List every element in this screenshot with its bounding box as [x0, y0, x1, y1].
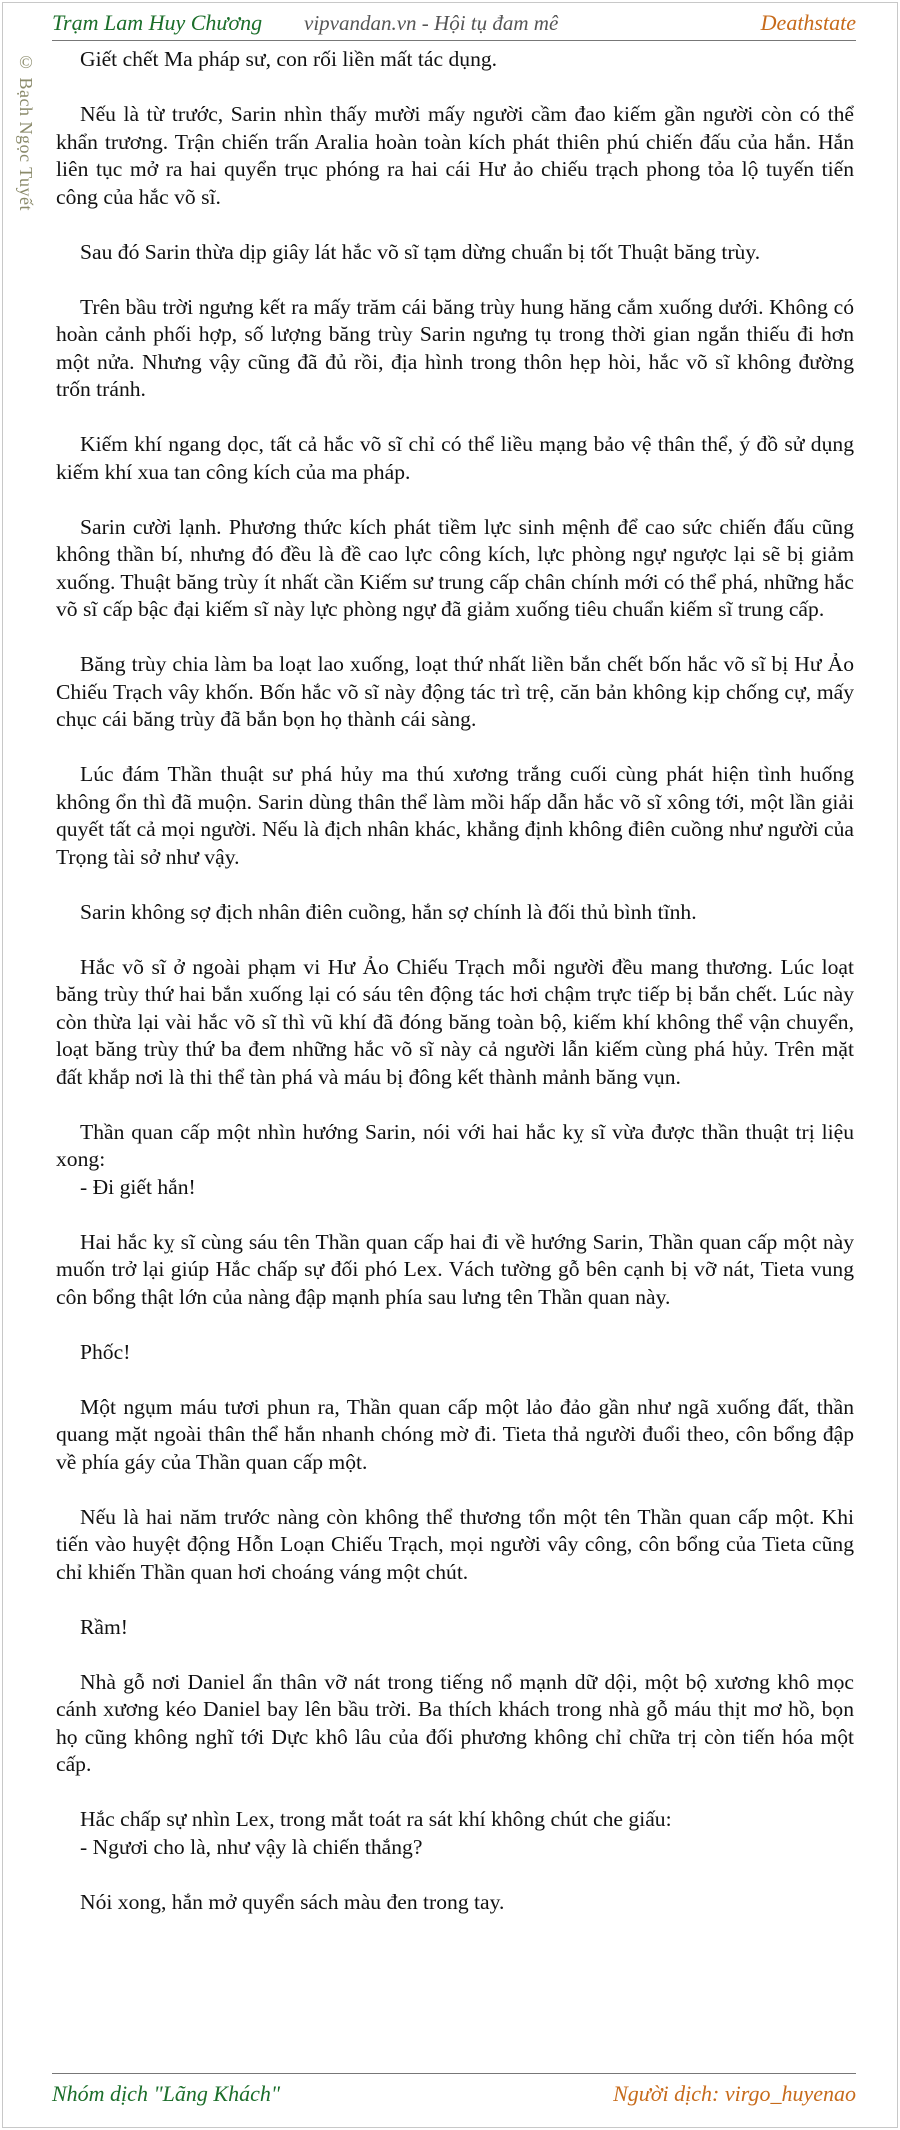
page-footer	[52, 2073, 856, 2114]
dialogue-line: - Ngươi cho là, như vậy là chiến thắng?	[80, 1834, 423, 1859]
paragraph: Nhà gỗ nơi Daniel ẩn thân vỡ nát trong tiếng nổ mạnh dữ dội, một bộ xương khô mọc cánh xương kéo Daniel bay lên bầu trời. Ba thích khách trong nhà gỗ máu thịt mơ hồ, bọn họ cũng không nghĩ tới Dực khô lâu của đối phương không chỉ chữa trị còn tiến hóa một cấp.	[56, 1669, 854, 1776]
paragraph: Sarin không sợ địch nhân điên cuồng, hắn sợ chính là đối thủ bình tĩnh.	[80, 899, 697, 924]
paragraph: Lúc đám Thần thuật sư phá hủy ma thú xương trắng cuối cùng phát hiện tình huống không ổn thì đã muộn. Sarin dùng thân thể làm mồi hấp dẫn hắc võ sĩ xông tới, một lần giải quyết tất cả mọi người. Nếu là địch nhân khác, khẳng định không điên cuồng như người của Trọng tài sở như vậy.	[56, 762, 854, 869]
paragraph: Hắc võ sĩ ở ngoài phạm vi Hư Ảo Chiếu Trạch mỗi người đều mang thương. Lúc loạt băng trùy thứ hai bắn xuống lại có sáu tên động tác hơi chậm trực tiếp bị bắn chết. Lúc này còn thừa lại vài hắc võ sĩ thì vũ khí đã đóng băng toàn bộ, kiếm khí không thể vận chuyển, loạt băng trùy thứ ba đem những hắc võ sĩ này cả người lẫn kiếm cùng phá hủy. Trên mặt đất khắp nơi là thi thể tàn phá và máu bị đông kết thành mảnh băng vụn.	[56, 954, 854, 1089]
paragraph: Phốc!	[80, 1339, 131, 1364]
paragraph: Trên bầu trời ngưng kết ra mấy trăm cái băng trùy hung hăng cắm xuống dưới. Không có hoàn cảnh phối hợp, số lượng băng trùy Sarin ngưng tụ trong thời gian ngắn thiếu đi hơn một nửa. Nhưng vậy cũng đã đủ rồi, địa hình trong thôn hẹp hòi, hắc võ sĩ không đường trốn tránh.	[56, 294, 854, 401]
paragraph: Sarin cười lạnh. Phương thức kích phát tiềm lực sinh mệnh để cao sức chiến đấu cũng không thần bí, nhưng đó đều là đề cao lực công kích, lực phòng ngự ngược lại sẽ bị giảm xuống. Thuật băng trùy ít nhất cần Kiếm sư trung cấp chân chính mới có thể phá, những hắc võ sĩ cấp bậc đại kiếm sĩ này lực phòng ngự đã giảm xuống tiêu chuẩn kiếm sĩ trung cấp.	[56, 514, 854, 621]
site-title: Trạm Lam Huy Chương	[52, 10, 263, 35]
paragraph: Hai hắc kỵ sĩ cùng sáu tên Thần quan cấp hai đi về hướng Sarin, Thần quan cấp một này muốn trở lại giúp Hắc chấp sự đối phó Lex. Vách tường gỗ bên cạnh bị vỡ nát, Tieta vung côn bổng thật lớn của nàng đập mạnh phía sau lưng tên Thần quan này.	[56, 1229, 854, 1309]
book-title: Deathstate	[760, 10, 856, 35]
paragraph: Rầm!	[80, 1614, 128, 1639]
dialogue-line: - Đi giết hắn!	[80, 1174, 196, 1199]
paragraph: Nói xong, hắn mở quyển sách màu đen trong tay.	[80, 1889, 505, 1914]
paragraph: Giết chết Ma pháp sư, con rối liền mất tác dụng.	[80, 47, 498, 71]
paragraph: Thần quan cấp một nhìn hướng Sarin, nói với hai hắc kỵ sĩ vừa được thần thuật trị liệu xong:	[56, 1119, 854, 1171]
paragraph: Kiếm khí ngang dọc, tất cả hắc võ sĩ chỉ có thể liều mạng bảo vệ thân thể, ý đồ sử dụng kiếm khí xua tan công kích của ma pháp.	[56, 432, 854, 484]
paragraph: Sau đó Sarin thừa dịp giây lát hắc võ sĩ tạm dừng chuẩn bị tốt Thuật băng trùy.	[80, 239, 761, 264]
side-copyright: © Bạch Ngọc Tuyết	[16, 52, 36, 211]
paragraph: Nếu là hai năm trước nàng còn không thể thương tổn một tên Thần quan cấp một. Khi tiến vào huyệt động Hỗn Loạn Chiếu Trạch, mọi người vây công, côn bổng của Tieta cũng chỉ khiến Thần quan hơi choáng váng một chút.	[56, 1504, 854, 1584]
paragraph: Nếu là từ trước, Sarin nhìn thấy mười mấy người cầm đao kiếm gần người còn có thể khẩn trương. Trận chiến trấn Aralia hoàn toàn kích phát thiên phú chiến đấu của hắn. Hắn liên tục mở ra hai quyển trục phóng ra hai cái Hư ảo chiếu trạch phong tỏa lộ tuyến tiến công của hắc võ sĩ.	[56, 102, 854, 209]
site-tagline: vipvandan.vn - Hội tụ đam mê	[304, 11, 559, 35]
paragraph: Hắc chấp sự nhìn Lex, trong mắt toát ra sát khí không chút che giấu:	[80, 1807, 672, 1831]
paragraph: Một ngụm máu tươi phun ra, Thần quan cấp một lảo đảo gần như ngã xuống đất, thần quang mặt ngoài thân thể hắn nhanh chóng mờ đi. Tieta thả người đuổi theo, côn bổng đập về phía gáy của Thần quan cấp một.	[56, 1394, 854, 1474]
chapter-body	[56, 46, 854, 1944]
page-header	[52, 6, 856, 41]
paragraph: Băng trùy chia làm ba loạt lao xuống, loạt thứ nhất liền bắn chết bốn hắc võ sĩ bị Hư Ảo Chiếu Trạch vây khốn. Bốn hắc võ sĩ này động tác trì trệ, căn bản không kịp chống cự, mấy chục cái băng trùy đã bắn bọn họ thành cái sàng.	[56, 652, 854, 731]
translation-group-credit: Nhóm dịch "Lãng Khách"	[52, 2081, 281, 2106]
translator-credit: Người dịch: virgo_huyenao	[613, 2081, 856, 2106]
